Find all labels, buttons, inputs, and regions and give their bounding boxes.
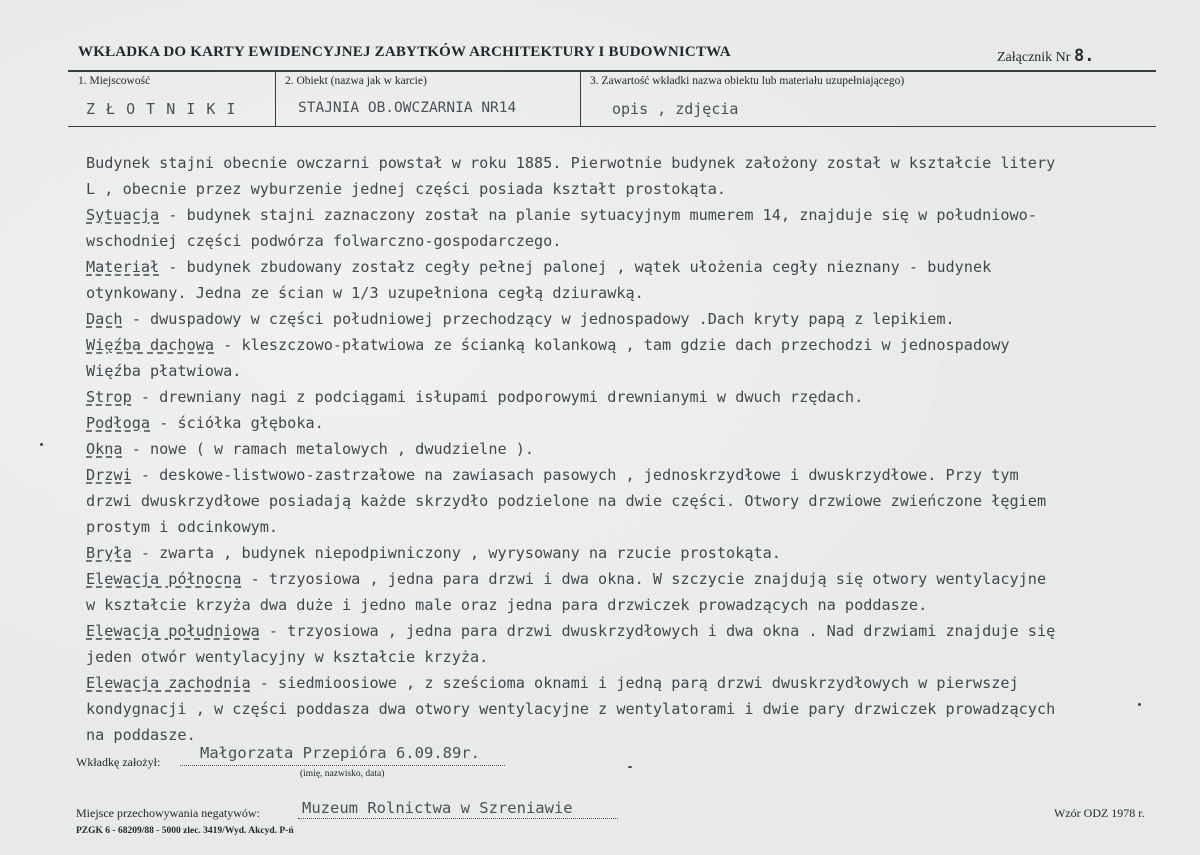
description-line <box>86 358 1176 384</box>
section-heading: Strop <box>86 388 132 406</box>
locality-value: Z Ł O T N I K I <box>86 100 237 118</box>
description-segment: - kleszczowo-płatwiowa ze ścianką kolankową , tam gdzie dach przechodzi w jednospadowy <box>214 336 1010 354</box>
description-segment: Więźba płatwiowa. <box>86 362 242 380</box>
description-segment: - ściółka głęboka. <box>150 414 324 432</box>
description-line <box>86 436 1176 462</box>
section-heading: Sytuacja <box>86 206 160 224</box>
description-segment: kondygnacji , w części poddasza dwa otwory wentylacyjne z wentylatorami i dwie pary drzwiczek prowadzących <box>86 700 1056 718</box>
storage-line <box>298 818 618 819</box>
description-line <box>86 618 1176 644</box>
section-heading: Drzwi <box>86 466 132 484</box>
author-value: Małgorzata Przepióra 6.09.89r. <box>200 744 480 762</box>
description-line <box>86 150 1176 176</box>
description-segment: - deskowe-listwowo-zastrzałowe na zawiasach pasowych , jednoskrzydłowe i dwuskrzydłowe. Przy tym <box>131 466 1019 484</box>
author-label: Wkładkę założył: <box>76 755 161 769</box>
author-hint: (imię, nazwisko, data) <box>300 769 385 779</box>
object-value: STAJNIA OB.OWCZARNIA NR14 <box>298 100 517 116</box>
description-segment: wschodniej części podwórza folwarczno-gospodarczego. <box>86 232 562 250</box>
description-line <box>86 488 1176 514</box>
section-heading: Elewacja południowa <box>86 622 260 640</box>
section-heading: Bryła <box>86 544 132 562</box>
description-segment: - nowe ( w ramach metalowych , dwudzielne ). <box>122 440 535 458</box>
description-line <box>86 644 1176 670</box>
description-text <box>86 150 1176 748</box>
description-segment: - siedmioosiowe , z sześcioma oknami i jedną parą drzwi dwuskrzydłowych w pierwszej <box>250 674 1019 692</box>
section-heading: Materiał <box>86 258 160 276</box>
description-line <box>86 202 1176 228</box>
description-line <box>86 462 1176 488</box>
description-segment: - zwarta , budynek niepodpiwniczony , wyrysowany na rzucie prostokąta. <box>131 544 781 562</box>
description-segment: - trzyosiowa , jedna para drzwi dwuskrzydłowych i dwa okna . Nad drzwiami znajduje się <box>259 622 1056 640</box>
description-line <box>86 384 1176 410</box>
description-line <box>86 280 1176 306</box>
section-heading: Dach <box>86 310 123 328</box>
description-segment: drzwi dwuskrzydłowe posiadają każde skrzydło podzielone na dwie części. Otwory drzwiowe zwieńczone łęgiem <box>86 492 1047 510</box>
object-label: 2. Obiekt (nazwa jak w karcie) <box>285 75 427 87</box>
description-line <box>86 410 1176 436</box>
header-rule-top <box>68 70 1156 72</box>
description-line <box>86 540 1176 566</box>
storage-value: Muzeum Rolnictwa w Szreniawie <box>302 799 573 817</box>
section-heading: Okna <box>86 440 123 458</box>
column-divider-2 <box>580 71 581 126</box>
column-divider-1 <box>275 71 276 126</box>
description-segment: - dwuspadowy w części południowej przechodzący w jednospadowy .Dach kryty papą z lepikiem. <box>122 310 955 328</box>
description-segment: Budynek stajni obecnie owczarni powstał w roku 1885. Pierwotnie budynek założony został w kształcie litery <box>86 154 1056 172</box>
description-segment: jeden otwór wentylacyjny w kształcie krzyża. <box>86 648 489 666</box>
document-title: WKŁADKA DO KARTY EWIDENCYJNEJ ZABYTKÓW ARCHITEKTURY I BUDOWNICTWA <box>78 44 731 60</box>
description-line <box>86 254 1176 280</box>
margin-mark <box>628 766 632 768</box>
author-line <box>180 765 505 766</box>
form-code: Wzór ODZ 1978 r. <box>1054 806 1145 820</box>
description-segment: otynkowany. Jedna ze ścian w 1/3 uzupełniona cegłą dziurawką. <box>86 284 644 302</box>
section-heading: Elewacja zachodnia <box>86 674 251 692</box>
storage-label: Miejsce przechowywania negatywów: <box>76 806 260 820</box>
description-line <box>86 332 1176 358</box>
annex-number <box>997 46 1094 66</box>
section-heading: Elewacja północna <box>86 570 242 588</box>
description-segment: - budynek stajni zaznaczony został na planie sytuacyjnym mumerem 14, znajduje się w południowo- <box>159 206 1037 224</box>
contents-label: 3. Zawartość wkładki nazwa obiektu lub materiału uzupełniającego) <box>590 75 905 87</box>
margin-mark <box>40 443 43 446</box>
description-segment: prostym i odcinkowym. <box>86 518 279 536</box>
description-segment: L , obecnie przez wyburzenie jednej części posiada kształt prostokąta. <box>86 180 727 198</box>
description-line <box>86 592 1176 618</box>
print-info: PZGK 6 - 68209/88 - 5000 zlec. 3419/Wyd. Akcyd. P-ń <box>76 826 294 836</box>
annex-number-value: 8. <box>1073 46 1095 66</box>
description-segment: na poddasze. <box>86 726 196 744</box>
locality-label: 1. Miejscowość <box>78 75 151 87</box>
description-line <box>86 696 1176 722</box>
section-heading: Więźba dachowa <box>86 336 215 354</box>
contents-value: opis , zdjęcia <box>612 100 739 118</box>
description-line <box>86 228 1176 254</box>
description-line <box>86 566 1176 592</box>
description-segment: - drewniany nagi z podciągami isłupami podporowymi drewnianymi w dwuch rzędach. <box>131 388 864 406</box>
header-rule-bottom <box>68 126 1156 127</box>
description-segment: - budynek zbudowany zostałz cegły pełnej palonej , wątek ułożenia cegły nieznany - budynek <box>159 258 992 276</box>
description-line <box>86 514 1176 540</box>
description-line <box>86 176 1176 202</box>
description-segment: - trzyosiowa , jedna para drzwi i dwa okna. W szczycie znajdują się otwory wentylacyjne <box>241 570 1047 588</box>
description-segment: w kształcie krzyża dwa duże i jedno male oraz jedna para drzwiczek prowadzących na poddasze. <box>86 596 928 614</box>
description-line <box>86 306 1176 332</box>
section-heading: Podłoga <box>86 414 151 432</box>
description-line <box>86 670 1176 696</box>
margin-mark <box>1138 703 1141 706</box>
annex-label: Załącznik Nr <box>997 50 1071 65</box>
